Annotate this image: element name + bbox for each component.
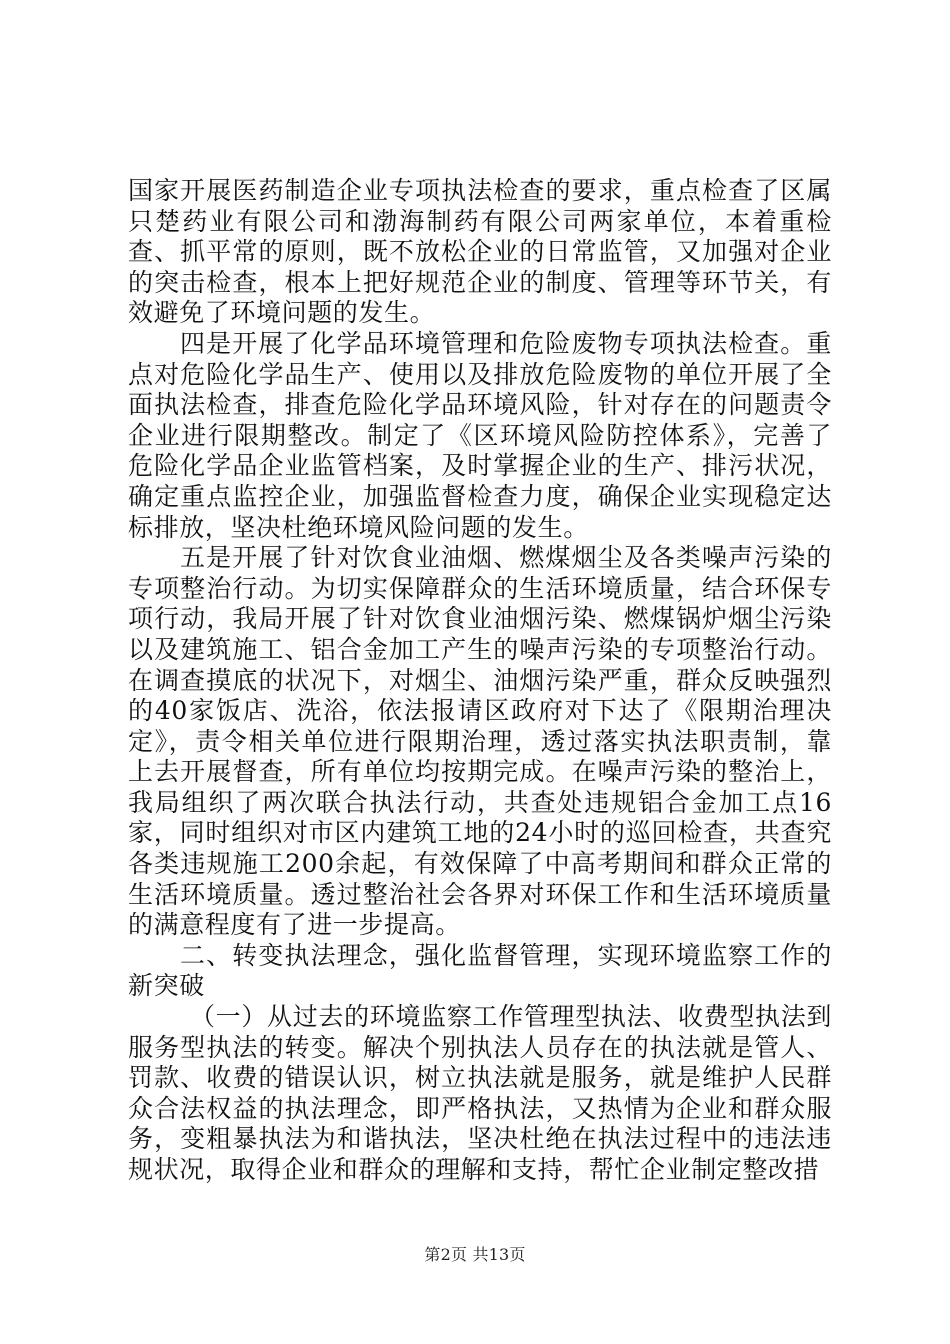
paragraph-subsection-one: （一）从过去的环境监察工作管理型执法、收费型执法到服务型执法的转变。解决个别执法人员存在的执法就是管人、罚款、收费的错误认识，树立执法就是服务，就是维护人民群众合法权益的执法理念，即严格执法，又热情为企业和群众服务，变粗暴执法为和谐执法，坚决杜绝在执法过程中的违法违规状况，取得企业和群众的理解和支持，帮忙企业制定整改措 xyxy=(128,1002,832,1184)
paragraph-item-four: 四是开展了化学品环境管理和危险废物专项执法检查。重点对危险化学品生产、使用以及排放危险废物的单位开展了全面执法检查，排查危险化学品环境风险，针对存在的问题责令企业进行限期整改。制定了《区环境风险防控体系》，完善了危险化学品企业监管档案，及时掌握企业的生产、排污状况，确定重点监控企业，加强监督检查力度，确保企业实现稳定达标排放，坚决杜绝环境风险问题的发生。 xyxy=(128,328,832,542)
paragraph-item-five: 五是开展了针对饮食业油烟、燃煤烟尘及各类噪声污染的专项整治行动。为切实保障群众的生活环境质量，结合环保专项行动，我局开展了针对饮食业油烟污染、燃煤锅炉烟尘污染以及建筑施工、铝合金加工产生的噪声污染的专项整治行动。在调查摸底的状况下，对烟尘、油烟污染严重，群众反映强烈的40家饭店、洗浴，依法报请区政府对下达了《限期治理决定》，责令相关单位进行限期治理，透过落实执法职责制，靠上去开展督查，所有单位均按期完成。在噪声污染的整治上，我局组织了两次联合执法行动，共查处违规铝合金加工点16家，同时组织对市区内建筑工地的24小时的巡回检查，共查究各类违规施工200余起，有效保障了中高考期间和群众正常的生活环境质量。透过整治社会各界对环保工作和生活环境质量的满意程度有了进一步提高。 xyxy=(128,543,832,940)
section-heading-two: 二、转变执法理念，强化监督管理，实现环境监察工作的新突破 xyxy=(128,940,832,1001)
paragraph-continuation: 国家开展医药制造企业专项执法检查的要求，重点检查了区属只楚药业有限公司和渤海制药有限公司两家单位，本着重检查、抓平常的原则，既不放松企业的日常监管，又加强对企业的突击检查，根本上把好规范企业的制度、管理等环节关，有效避免了环境问题的发生。 xyxy=(128,176,832,328)
page-footer: 第2页 共13页 xyxy=(424,1245,526,1264)
document-body xyxy=(128,176,832,1186)
